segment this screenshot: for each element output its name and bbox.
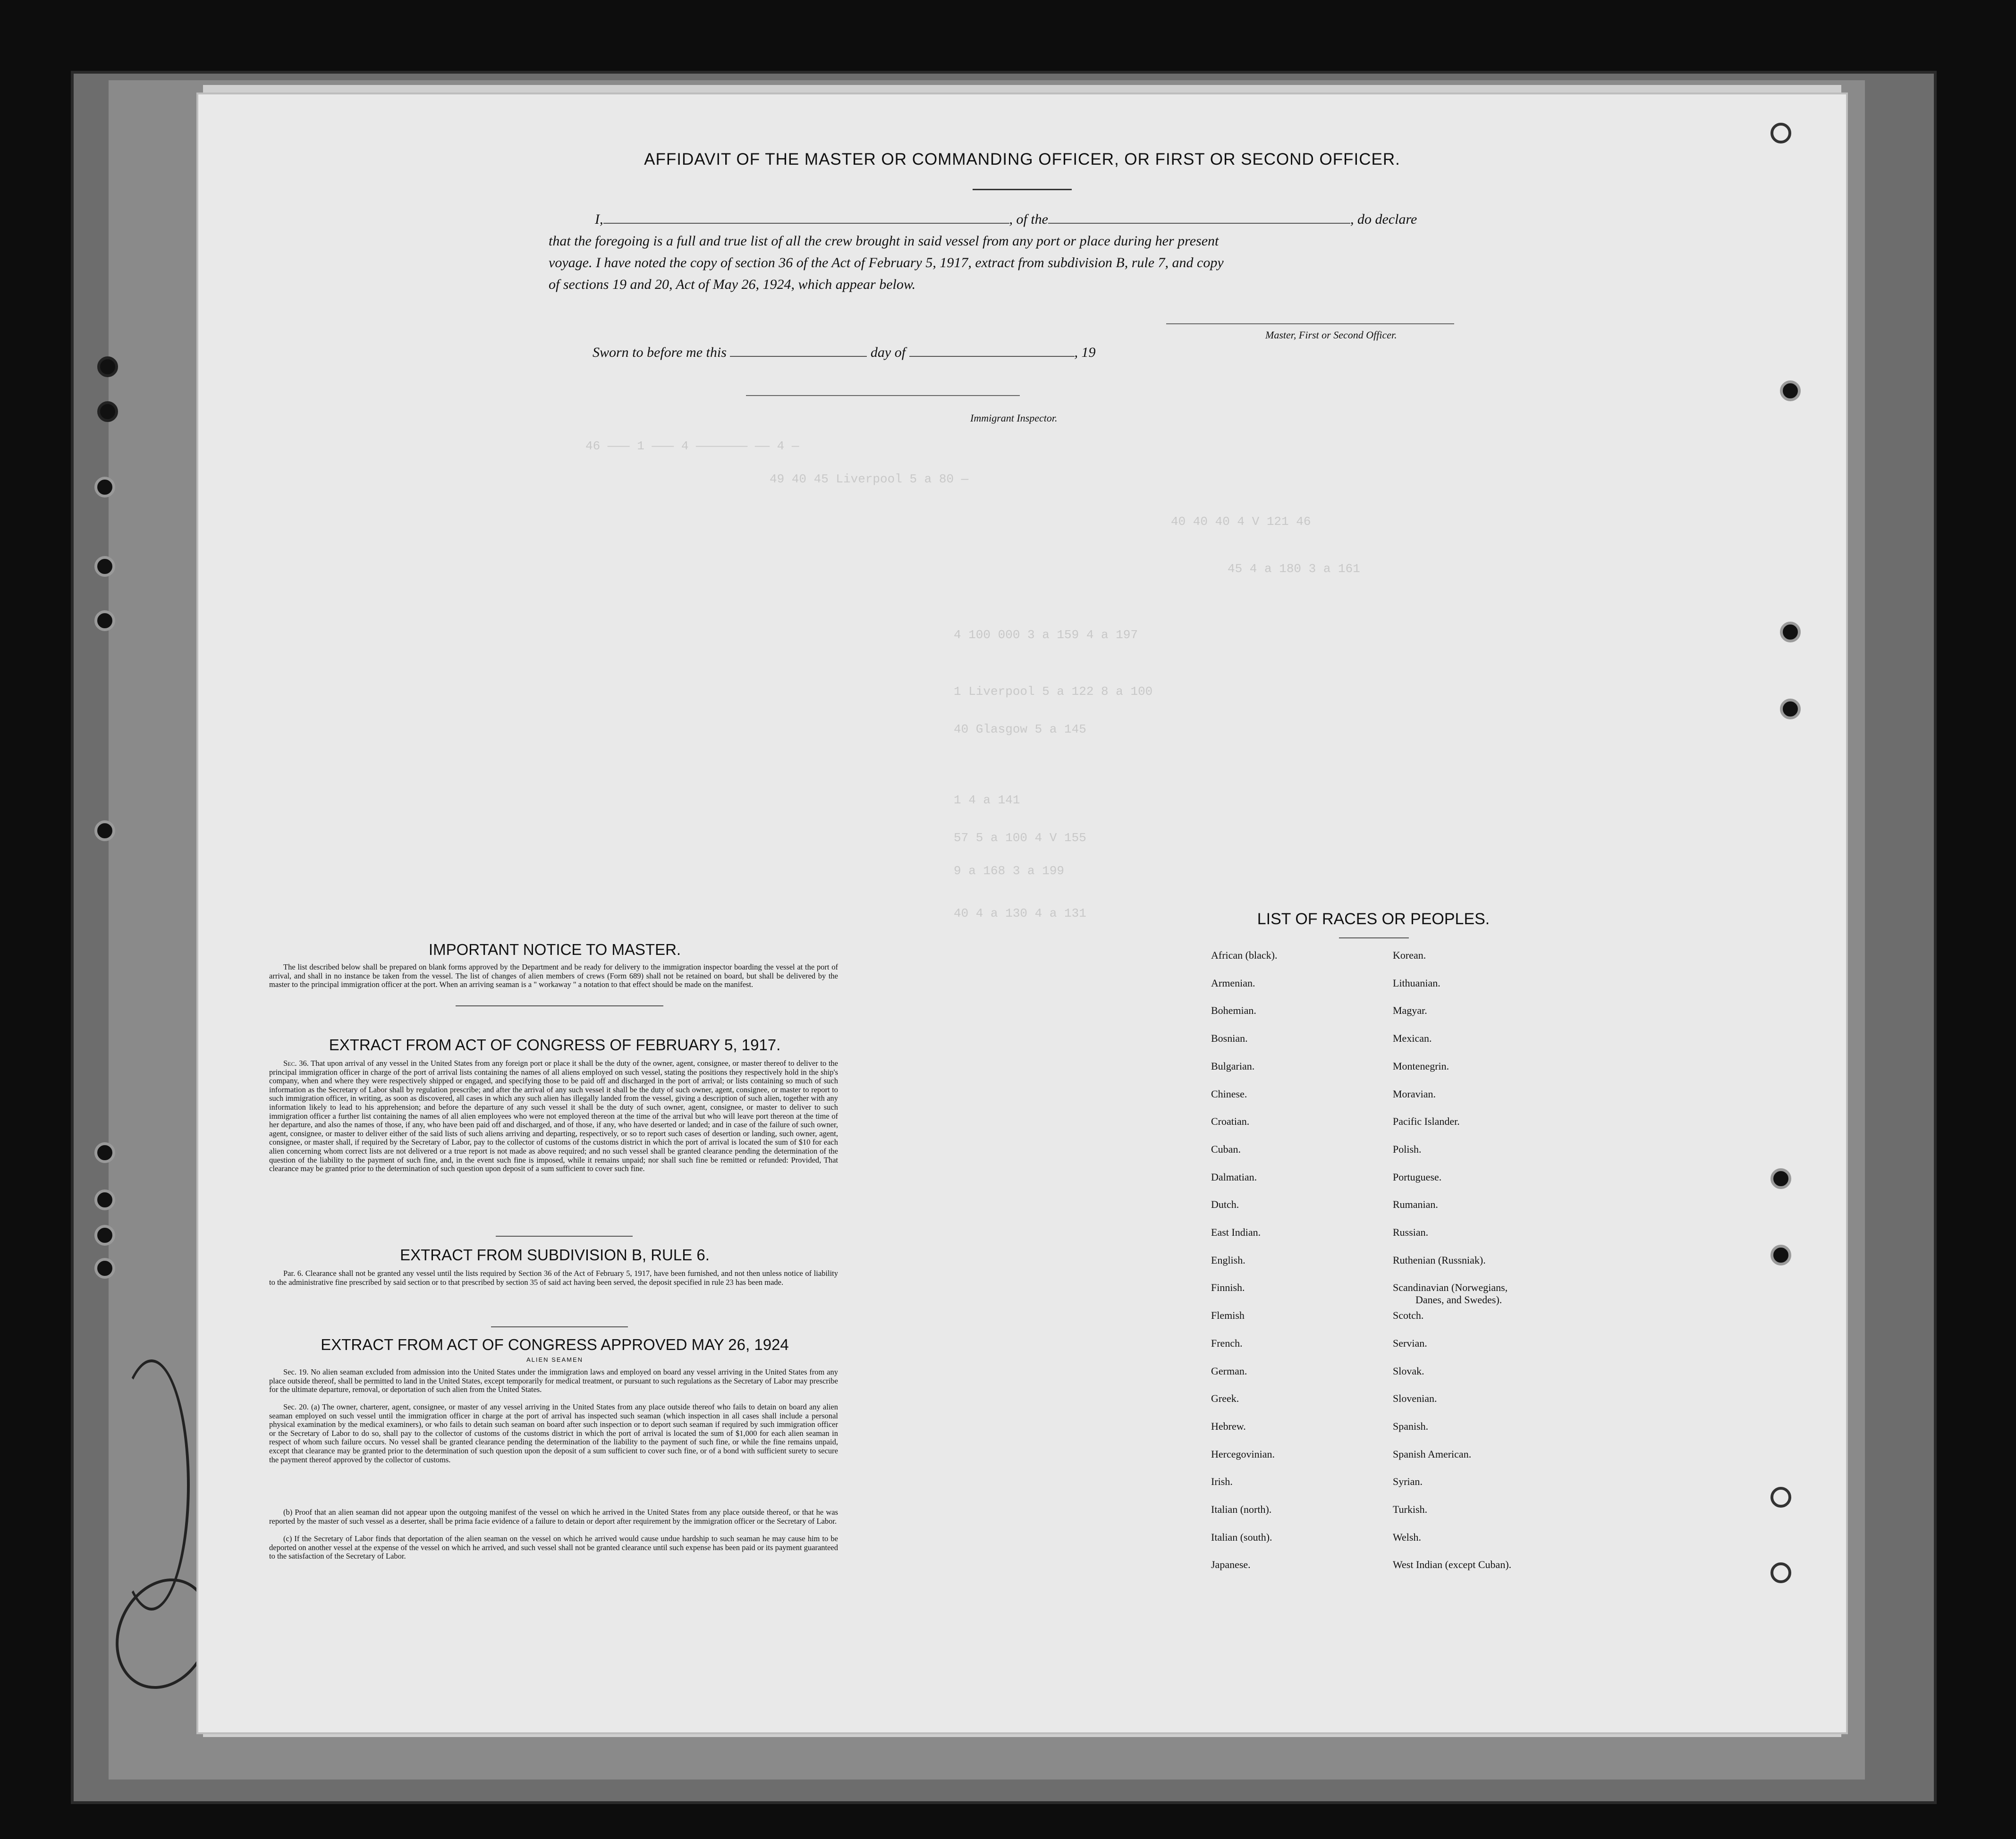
binder-hole-icon [94, 1142, 115, 1163]
race-entry: Korean. [1393, 949, 1426, 961]
divider [456, 1005, 663, 1006]
master-signature-caption: Master, First or Second Officer. [1265, 329, 1397, 341]
extract-1924-title: EXTRACT FROM ACT OF CONGRESS APPROVED MAY 26, 1924 [321, 1336, 789, 1353]
binder-hole-icon [97, 356, 118, 377]
affidavit-text-line: that the foregoing is a full and true list of all the crew brought in said vessel from any port or place during her present [549, 233, 1219, 249]
section-20b-text: (b) Proof that an alien seaman did not appear upon the outgoing manifest of the vessel on which he arrived in the United States from any place outside thereof, or that he was reported by the master of such vessel as a deserter, shall be prima facie evidence of a failure to detain or deport after requirement by the immigration officer or the Secretary of Labor. [269, 1508, 838, 1526]
page-hole-icon [1770, 1487, 1791, 1508]
page-hole-icon [1780, 622, 1801, 642]
extract-1917-text: That upon arrival of any vessel in the United States from any foreign port or place it shall be the duty of the owner, agent, consignee, or master thereof to deliver to the principal immigration officer in charge of the port of arrival lists containing the names of all aliens employed on such vessel, stating the positions they respectively hold in the ship's company, when and where they were respectively shipped or engaged, and specifying those to be paid off and discharged in the port of arrival; or lists containing so much of such information as the Secretary of Labor shall by regulation prescribe; and after the arrival of any such vessel it shall be the duty of such owner, agent, consignee, or master to report to such immigration officer, in writing, as soon as discovered, all cases in which any such alien has illegally landed from the vessel, giving a description of such alien, together with any information likely to lead to his apprehension; and before the departure of any such vessel it shall be the duty of such owner, agent, consignee, or master to deliver to such immigration officer a further list containing the names of all alien employees who were not employed thereon at the time of the arrival but who will leave port thereon at the time of her departure, and also the names of those, if any, who have been paid off and discharged, and of those, if any, who have deserted or landed; and in case of the failure of such owner, agent, consignee, or master to deliver either of the said lists of such aliens arriving and departing, respectively, or so to report such cases of desertion or landing, such owner, agent, consignee, or master shall, if required by the Secretary of Labor, pay to the collector of customs of the customs district in which the port of arrival is located the sum of $10 for each alien concerning whom correct lists are not delivered or a true report is not made as above required; and no such vessel shall be granted clearance pending the determination of the question of the liability to the payment of such fine, and, in the event such fine is imposed, while it remains unpaid; nor shall such fine be remitted or refunded: Provided, That clearance may be granted prior to the determination of such question upon deposit of a sum sufficient to cover such fine. [269, 1059, 838, 1173]
race-entry: Bulgarian. [1211, 1060, 1255, 1072]
race-entry: Danes, and Swedes). [1415, 1294, 1502, 1306]
race-entry: Finnish. [1211, 1282, 1245, 1294]
race-entry: Russian. [1393, 1226, 1429, 1238]
vessel-name-blank[interactable] [1048, 223, 1350, 224]
affidavit-text-line: of sections 19 and 20, Act of May 26, 1924, which appear below. [549, 277, 916, 292]
notice-title: IMPORTANT NOTICE TO MASTER. [428, 941, 681, 958]
page-hole-icon [1780, 380, 1801, 401]
race-entry: Rumanian. [1393, 1198, 1438, 1211]
extract-1917-title: EXTRACT FROM ACT OF CONGRESS OF FEBRUARY 5, 1917. [329, 1036, 781, 1054]
subdivision-b-title: EXTRACT FROM SUBDIVISION B, RULE 6. [400, 1246, 710, 1264]
notice-body: The list described below shall be prepared on blank forms approved by the Department and be ready for delivery to the immigration inspector boarding the vessel at the port of arrival, and shall in no instance be taken from the vessel. The list of changes of alien members of crews (Form 689) shall not be retained on board, but shall be delivered by the master to the principal immigration officer at the port. When an arriving seaman is a " workaway " a notation to that effect should be made on the manifest. [269, 962, 838, 989]
master-signature-line[interactable] [1166, 323, 1454, 324]
page-hole-icon [1770, 1245, 1791, 1265]
affidavit-title: AFFIDAVIT OF THE MASTER OR COMMANDING OFFICER, OR FIRST OR SECOND OFFICER. [644, 150, 1400, 169]
race-entry: Welsh. [1393, 1531, 1421, 1543]
binder-hole-icon [94, 1225, 115, 1246]
page-hole-icon [1770, 123, 1791, 143]
race-entry: Mexican. [1393, 1032, 1432, 1045]
subdivision-b-body: Par. 6. Clearance shall not be granted any vessel until the lists required by Section 36 of the Act of February 5, 1917, have been furnished, and not then unless notice of liability to the administrative fine prescribed by said section or to that prescribed by section 35 of said act having been served, the deposit specified in rule 23 has been made. [269, 1269, 838, 1287]
race-entry: Irish. [1211, 1476, 1233, 1488]
divider [973, 189, 1072, 190]
binder-hole-icon [94, 820, 115, 841]
race-entry: West Indian (except Cuban). [1393, 1559, 1512, 1571]
sworn-statement-line [593, 345, 1096, 361]
race-entry: Lithuanian. [1393, 977, 1440, 989]
race-entry: Dalmatian. [1211, 1171, 1257, 1183]
affidavit-text-line: voyage. I have noted the copy of section 36 of the Act of February 5, 1917, extract from subdivision B, rule 7, and copy [549, 255, 1224, 270]
race-entry: Armenian. [1211, 977, 1255, 989]
race-entry: Greek. [1211, 1392, 1239, 1405]
race-entry: Pacific Islander. [1393, 1115, 1460, 1128]
sworn-prefix-label: Sworn to before me this [593, 345, 727, 360]
divider [1339, 937, 1409, 938]
race-entry: Turkish. [1393, 1503, 1428, 1515]
page-hole-icon [1780, 699, 1801, 719]
section-label: Sec. 36. [283, 1059, 309, 1068]
section-20a-text: Sec. 20. (a) The owner, charterer, agent, consignee, or master of any vessel arriving in the United States from any place outside thereof who fails to detain on board any alien seaman employed on such vessel until the immigration officer in charge at the port of arrival has inspected such seaman (which inspection in all cases shall include a personal physical examination by the medical examiners), or who fails to detain such seaman on board after such inspection or to deport such seaman if required by such immigration officer or the Secretary of Labor to do so, shall pay to the collector of customs of the customs district in which the port of arrival is located the sum of $1,000 for each alien seaman in respect of whom such failure occurs. No vessel shall be granted clearance pending the determination of the liability to the payment of such fine, or while the fine remains unpaid, except that clearance may be granted prior to the determination of such question upon the deposit of a sum sufficient to cover such fine, or of a bond with sufficient surety to secure the payment thereof approved by the collector of customs. [269, 1402, 838, 1464]
inspector-signature-caption: Immigrant Inspector. [970, 412, 1058, 424]
officer-name-blank[interactable] [603, 223, 1009, 224]
divider [496, 1236, 633, 1237]
alien-seamen-subtitle: ALIEN SEAMEN [526, 1356, 584, 1363]
race-entry: Italian (south). [1211, 1531, 1272, 1543]
race-entry: French. [1211, 1337, 1243, 1349]
race-entry: Japanese. [1211, 1559, 1251, 1571]
affidavit-of-the-label: , of the [1009, 211, 1048, 227]
race-entry: Bohemian. [1211, 1004, 1256, 1017]
affidavit-i-label: I, [595, 211, 603, 227]
race-entry: East Indian. [1211, 1226, 1261, 1238]
extract-1917-body [269, 1059, 838, 1173]
binder-hole-icon [94, 610, 115, 631]
binder-string [113, 1359, 190, 1611]
page-hole-icon [1770, 1168, 1791, 1189]
race-entry: Portuguese. [1393, 1171, 1442, 1183]
race-entry: Italian (north). [1211, 1503, 1272, 1515]
races-list-title: LIST OF RACES OR PEOPLES. [1257, 910, 1490, 928]
race-entry: Polish. [1393, 1143, 1422, 1155]
race-entry: Syrian. [1393, 1476, 1423, 1488]
sworn-day-of-label: day of [870, 345, 906, 360]
binder-hole-icon [94, 477, 115, 498]
binder-hole-icon [97, 401, 118, 422]
race-entry: Bosnian. [1211, 1032, 1248, 1045]
sworn-day-blank[interactable] [730, 356, 867, 357]
race-entry: African (black). [1211, 949, 1278, 961]
binder-hole-icon [94, 1189, 115, 1210]
race-entry: Scandinavian (Norwegians, [1393, 1282, 1508, 1294]
inspector-signature-line[interactable] [746, 395, 1020, 396]
manifest-page: 46 ——— 1 ——— 4 ——————— —— 4 — 49 40 45 Liverpool 5 a 80 — 40 40 40 4 V 121 46 45 4 a 180 3 a 161 4 100 000 3 a 159 4 a 197 1 Liverpool 5 a 122 8 a 100 40 Glasgow 5 a 145 1 4 a 141 57 5 a 100 4 V 155 9 a 168 3 a 199 40 4 a 130 4 a 131 AFFIDAVIT OF THE MASTER OR COMMANDING OFFICER, OR FIRST OR SECOND OFFICER. I, , of the , do declare that the foregoing is a full and true list of all the crew brought in said vessel from any port or place during her present voyage. I have noted the copy of section 36 of the Act of February 5, 1917, extract from subdivision B, rule 7, and copy of sections 19 and 20, Act of May 26, 1924, which appear below. Master, First or Second Officer. Sworn to before me this day of , 19 Immigrant Inspector. IMPORTANT NOTICE TO MASTER. The list described below shall be prepared on blank forms approved by the Department and be ready for delivery to the immigration inspector boarding the vessel at the port of arrival, and shall in no instance be taken from the vessel. The list of changes of alien members of crews (Form 689) shall not be retained on board, but shall be delivered by the master to the principal immigration officer at the port. When an arriving seaman is a " workaway " a notation to that effect should be made on the manifest. EXTRACT FROM ACT OF CONGRESS OF FEBRUARY 5, 1917. Sec. 36. That upon arrival of any vessel in the United States from any foreign port or place it shall be the duty of the owner, agent, consignee, or master thereof to deliver to the principal immigration officer in charge of the port of arrival lists containing the names of all aliens employed on such vessel, stating the positions they respectively hold in the ship's company, when and where they were respectively shipped or engaged, and specifying those to be paid off and discharged in the port of arrival; or lists containing so much of such information as the Secretary of Labor shall by regulation prescribe; and after the arrival of any such vessel it shall be the duty of such owner, agent, consignee, or master to report to such immigration officer, in writing, as soon as discovered, all cases in which any such alien has illegally landed from the vessel, giving a description of such alien, together with any information likely to lead to his apprehension; and before the departure of any such vessel it shall be the duty of such owner, agent, consignee, or master to deliver to such immigration officer a further list containing the names of all alien employees who were not employed thereon at the time of the arrival but who will leave port thereon at the time of her departure, and also the names of those, if any, who have been paid off and discharged, and of those, if any, who have deserted or landed; and in case of the failure of such owner, agent, consignee, or master to deliver either of the said lists of such aliens arriving and departing, respectively, or so to report such cases of desertion or landing, such owner, agent, consignee, or master shall, if required by the Secretary of Labor, pay to the collector of customs of the customs district in which the port of arrival is located the sum of $10 for each alien concerning whom correct lists are not delivered or a true report is not made as above required; and no such vessel shall be granted clearance pending the determination of the question of the liability to the payment of such fine, and, in the event such fine is imposed, while it remains unpaid; nor shall such fine be remitted or refunded: Provided, That clearance may be granted prior to the determination of such question upon deposit of a sum sufficient to cover such fine. EXTRACT FROM SUBDIVISION B, RULE 6. Par. 6. Clearance shall not be granted any vessel until the lists required by Section 36 of the Act of February 5, 1917, have been furnished, and not then unless notice of liability to the administrative fine prescribed by said section or to that prescribed by section 35 of said act having been served, the deposit specified in rule 23 has been made. EXTRACT FROM ACT OF CONGRESS APPROVED MAY 26, 1924 ALIEN SEAMEN Sec. 19. No alien seaman excluded from admission into the United States under the immigration laws and employed on board any vessel arriving in the United States from any place outside thereof, shall be permitted to land in the United States, except temporarily for medical treatment, or pursuant to such regulations as the Secretary of Labor may prescribe for the ultimate departure, removal, or deportation of such alien from the United States. Sec. 20. (a) The owner, charterer, agent, consignee, or master of any vessel arriving in the United States from any place outside thereof who fails to detain on board any alien seaman employed on such vessel until the immigration officer in charge at the port of arrival has inspected such seaman (which inspection in all cases shall include a personal physical examination by the medical examiners), or who fails to detain such seaman on board after such inspection or to deport such seaman if required by such immigration officer or the Secretary of Labor to do so, shall pay to the collector of customs of the customs district in which the port of arrival is located the sum of $1,000 for each alien seaman in respect of whom such failure occurs. No vessel shall be granted clearance pending the determination of the liability to the payment of such fine, or while the fine remains unpaid, except that clearance may be granted prior to the determination of such question upon the deposit of a sum sufficient to cover such fine, or of a bond with sufficient surety to secure the payment thereof approved by the collector of customs. (b) Proof that an alien seaman did not appear upon the outgoing manifest of the vessel on which he arrived in the United States from any place outside thereof, or that he was reported by the master of such vessel as a deserter, shall be prima facie evidence of a failure to detain or deport after requirement by the immigration officer or the Secretary of Labor. (c) If the Secretary of Labor finds that deportation of the alien seaman on the vessel on which he arrived would cause undue hardship to such seaman he may cause him to be deported on another vessel at the expense of the vessel on which he arrived, and such vessel shall not be granted clearance until such expense has been paid or its payment guaranteed to the satisfaction of the Secretary of Labor. LIST OF RACES OR PEOPLES. African (black). Armenian. Bohemian. Bosnian. Bulgarian. Chinese. Croatian. Cuban. Dalmatian. Dutch. East Indian. English. Finnish. Flemish French. German. Greek. Hebrew. Hercegovinian. Irish. Italian (north). Italian (south). Japanese. Korean. Lithuanian. Magyar. Mexican. Montenegrin. Moravian. Pacific Islander. Polish. Portuguese. Rumanian. Russian. Ruthenian (Russniak). Scandinavian (Norwegians, Danes, and Swedes). Scotch. Servian. Slovak. Slovenian. Spanish. Spanish American. Syrian. Turkish. Welsh. West Indian (except Cuban). [198, 94, 1846, 1732]
race-entry: Cuban. [1211, 1143, 1241, 1155]
race-entry: German. [1211, 1365, 1247, 1377]
race-entry: Croatian. [1211, 1115, 1250, 1128]
race-entry: Montenegrin. [1393, 1060, 1449, 1072]
section-19-text: Sec. 19. No alien seaman excluded from admission into the United States under the immigration laws and employed on board any vessel arriving in the United States from any place outside thereof, shall be permitted to land in the United States, except temporarily for medical treatment, or pursuant to such regulations as the Secretary of Labor may prescribe for the ultimate departure, removal, or deportation of such alien from the United States. [269, 1367, 838, 1394]
affidavit-declaration-line [595, 211, 1417, 228]
page-hole-icon [1770, 1562, 1791, 1583]
race-entry: Slovenian. [1393, 1392, 1437, 1405]
section-20c-text: (c) If the Secretary of Labor finds that deportation of the alien seaman on the vessel on which he arrived would cause undue hardship to such seaman he may cause him to be deported on another vessel at the expense of the vessel on which he arrived, and such vessel shall not be granted clearance until such expense has been paid or its payment guaranteed to the satisfaction of the Secretary of Labor. [269, 1534, 838, 1561]
race-entry: Servian. [1393, 1337, 1427, 1349]
sworn-year-label: , 19 [1074, 345, 1096, 360]
race-entry: Dutch. [1211, 1198, 1239, 1211]
race-entry: Hercegovinian. [1211, 1448, 1275, 1460]
race-entry: Flemish [1211, 1309, 1245, 1322]
race-entry: Ruthenian (Russniak). [1393, 1254, 1486, 1266]
race-entry: Scotch. [1393, 1309, 1424, 1322]
race-entry: Moravian. [1393, 1088, 1436, 1100]
affidavit-declare-label: , do declare [1350, 211, 1417, 227]
race-entry: Hebrew. [1211, 1420, 1246, 1432]
binder-hole-icon [94, 1258, 115, 1279]
binder-hole-icon [94, 556, 115, 577]
race-entry: Spanish American. [1393, 1448, 1472, 1460]
race-entry: Spanish. [1393, 1420, 1429, 1432]
race-entry: Magyar. [1393, 1004, 1427, 1017]
race-entry: Chinese. [1211, 1088, 1247, 1100]
race-entry: English. [1211, 1254, 1245, 1266]
divider [491, 1326, 628, 1327]
race-entry: Slovak. [1393, 1365, 1424, 1377]
sworn-month-blank[interactable] [909, 356, 1075, 357]
